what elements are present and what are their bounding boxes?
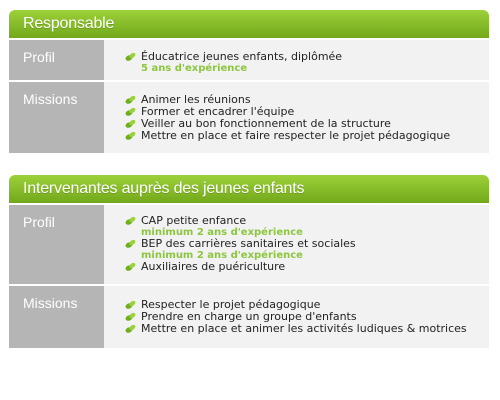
missions-list [125,94,481,142]
profil-text: Éducatrice jeunes enfants, diplômée [141,50,343,63]
list-item [125,130,481,142]
list-item [125,215,481,238]
mission-text: Mettre en place et faire respecter le projet pédagogique [141,129,451,142]
mission-text: Veiller au bon fonctionnement de la structure [141,117,391,130]
mission-text: Respecter le projet pédagogique [141,298,321,311]
leaf-icon [125,52,136,62]
profil-list [125,51,481,74]
mission-text: Mettre en place et animer les activités ludiques & motrices [141,322,467,335]
missions-list [125,299,481,335]
leaf-icon [125,239,136,249]
mission-text: Former et encadrer l'équipe [141,105,295,118]
profil-text: BEP des carrières sanitaires et sociales [141,237,356,250]
profil-label: Profil [9,205,104,284]
leaf-icon [125,262,136,272]
section-responsable [9,10,489,153]
profil-list [125,215,481,273]
experience-text: minimum 2 ans d'expérience [141,250,303,261]
section-title: Intervenantes auprès des jeunes enfants [9,175,489,203]
profil-row [9,40,489,80]
leaf-icon [125,300,136,310]
missions-label: Missions [9,286,104,348]
list-item [125,261,481,273]
missions-label: Missions [9,82,104,153]
missions-row [9,286,489,348]
leaf-icon [125,324,136,334]
leaf-icon [125,216,136,226]
leaf-icon [125,312,136,322]
experience-text: 5 ans d'expérience [141,63,248,74]
list-item [125,238,481,261]
leaf-icon [125,107,136,117]
mission-text: Prendre en charge un groupe d'enfants [141,310,357,323]
profil-row [9,205,489,284]
profil-text: CAP petite enfance [141,214,247,227]
section-intervenantes [9,175,489,348]
list-item [125,51,481,74]
mission-text: Animer les réunions [141,93,251,106]
leaf-icon [125,119,136,129]
profil-label: Profil [9,40,104,80]
leaf-icon [125,131,136,141]
profil-text: Auxiliaires de puériculture [141,260,286,273]
section-title: Responsable [9,10,489,38]
list-item [125,323,481,335]
experience-text: minimum 2 ans d'expérience [141,227,303,238]
missions-row [9,82,489,153]
leaf-icon [125,95,136,105]
